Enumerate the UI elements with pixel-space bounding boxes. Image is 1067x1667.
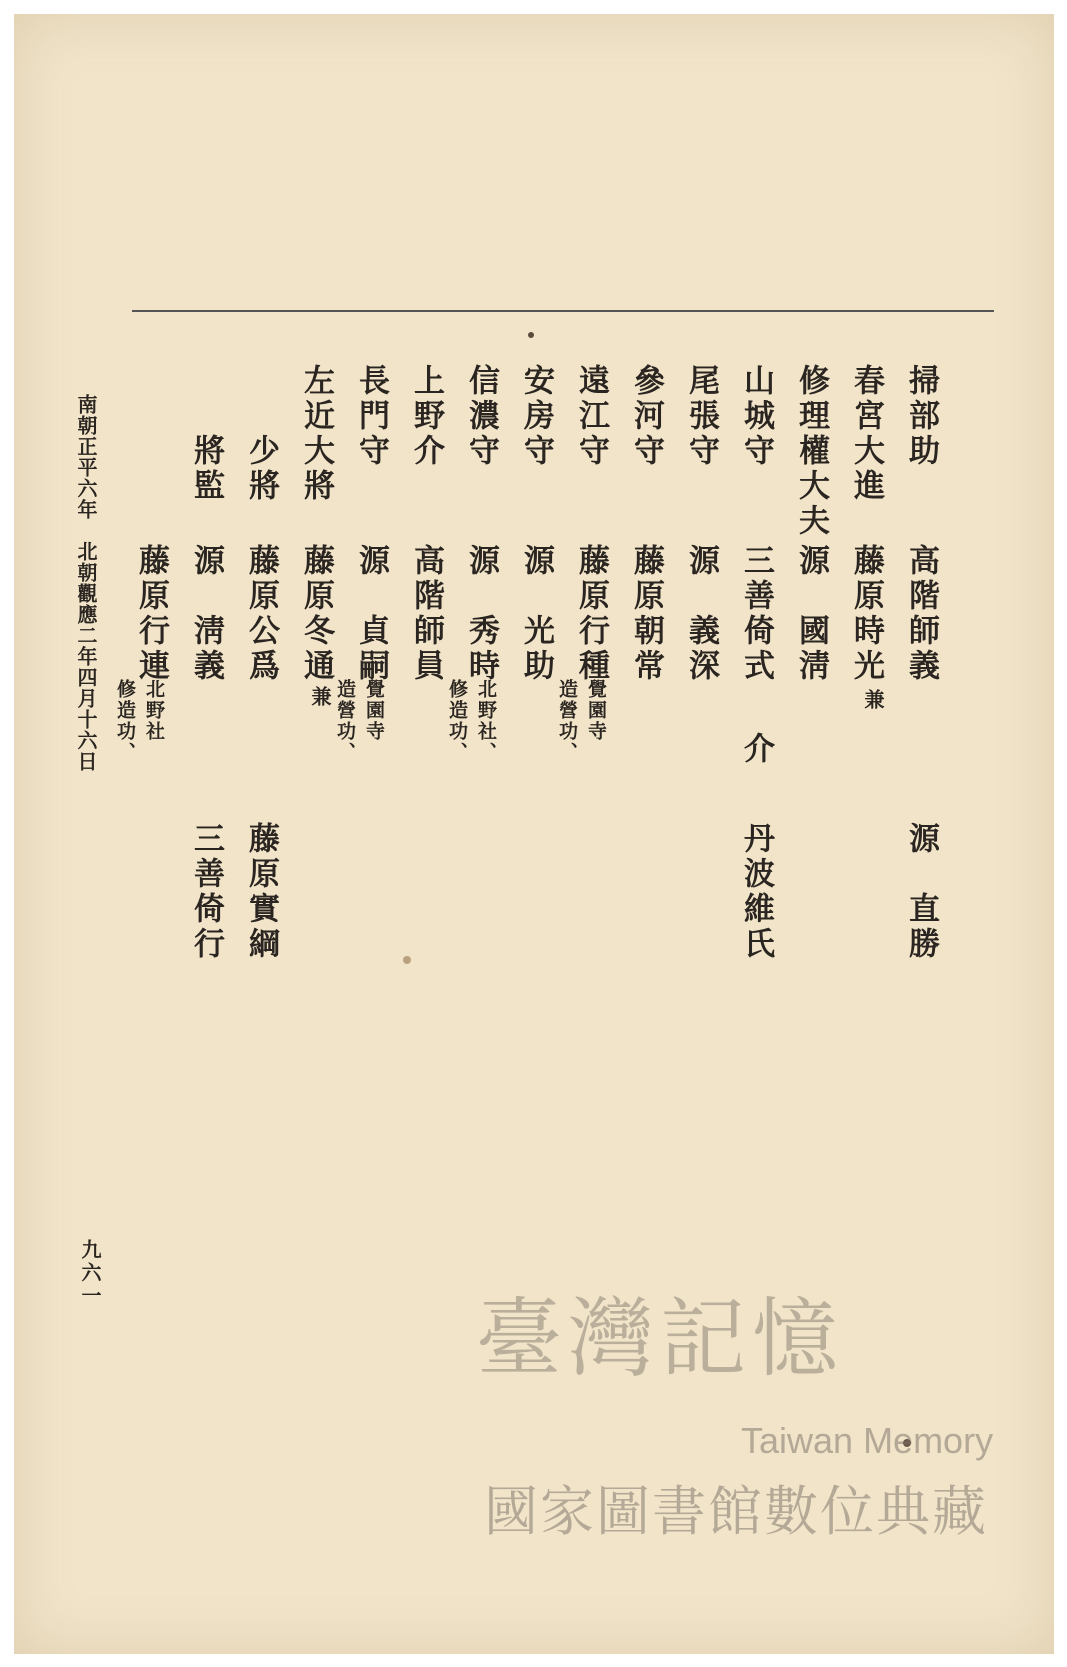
appointee-name-10: 高階師員 [408,544,444,684]
office-title-8: 安房守 [518,364,554,469]
annotation-7-line-2: 造營功、 [556,679,578,763]
appointee-name-8: 源 光助 [518,544,554,684]
appointee-name-2: 藤原時光 [848,544,884,684]
appointee-name-1a: 高階師義 [903,544,939,684]
annotation-11 [332,679,388,763]
appointee-name-4b: 丹波維氏 [738,822,774,962]
office-title-6: 參河守 [628,364,664,469]
appointee-name-11: 源 貞嗣 [353,544,389,684]
office-title-14: 將監 [188,434,224,504]
annotation-15-line-1: 北野社 [143,679,165,742]
appointee-name-13a: 藤原公爲 [243,544,279,684]
annotation-7 [554,679,610,763]
office-title-2: 春宮大進 [848,364,884,504]
annotation-9-line-1: 北野社、 [475,679,497,763]
appointee-name-14b: 三善倚行 [188,822,224,962]
annotation-15 [112,679,168,763]
appointee-name-6: 藤原朝常 [628,544,664,684]
annotation-11-line-1: 覺園寺 [363,679,385,742]
office-title-7: 遠江守 [573,364,609,469]
appointee-name-7: 藤原行種 [573,544,609,684]
annotation-12: 兼 [308,686,332,709]
office-title-4: 山城守 [738,364,774,469]
appointee-name-13b: 藤原實綱 [243,822,279,962]
annotation-2: 兼 [861,689,885,712]
date-line: 南朝正平六年 北朝觀應二年四月十六日 [74,394,98,772]
ink-spot [403,956,411,964]
office-title-1: 掃部助 [903,364,939,469]
watermark-english: Taiwan Memory [741,1420,994,1461]
annotation-15-line-2: 修造功、 [114,679,136,763]
watermark-calligraphy: 臺灣記憶 [476,1289,844,1389]
annotation-7-line-1: 覺園寺 [585,679,607,742]
office-title-5: 尾張守 [683,364,719,469]
office-title-13: 少將 [243,434,279,504]
appointee-suffix-4: 介 [738,732,774,767]
appointee-name-5: 源 義深 [683,544,719,684]
appointee-name-14a: 源 淸義 [188,544,224,684]
appointee-name-12: 藤原冬通 [298,544,334,684]
office-title-9: 信濃守 [463,364,499,469]
watermark-chinese: 國家圖書館數位典藏 [484,1480,988,1543]
annotation-9 [444,679,500,763]
annotation-11-line-2: 造營功、 [334,679,356,763]
appointee-name-4a: 三善倚式 [738,544,774,684]
office-title-11: 長門守 [353,364,389,469]
page-number: 九六一 [78,1239,102,1308]
office-title-12: 左近大將 [298,364,334,504]
document-page [14,14,1054,1654]
appointee-name-9: 源 秀時 [463,544,499,684]
office-title-10: 上野介 [408,364,444,469]
appointee-name-1b: 源 直勝 [903,822,939,962]
annotation-9-line-2: 修造功、 [446,679,468,763]
office-title-3: 修理權大夫 [793,364,829,539]
horizontal-rule [132,310,994,312]
appointee-name-15: 藤原行連 [133,544,169,684]
appointee-name-3: 源 國淸 [793,544,829,684]
ink-dot [528,332,534,338]
